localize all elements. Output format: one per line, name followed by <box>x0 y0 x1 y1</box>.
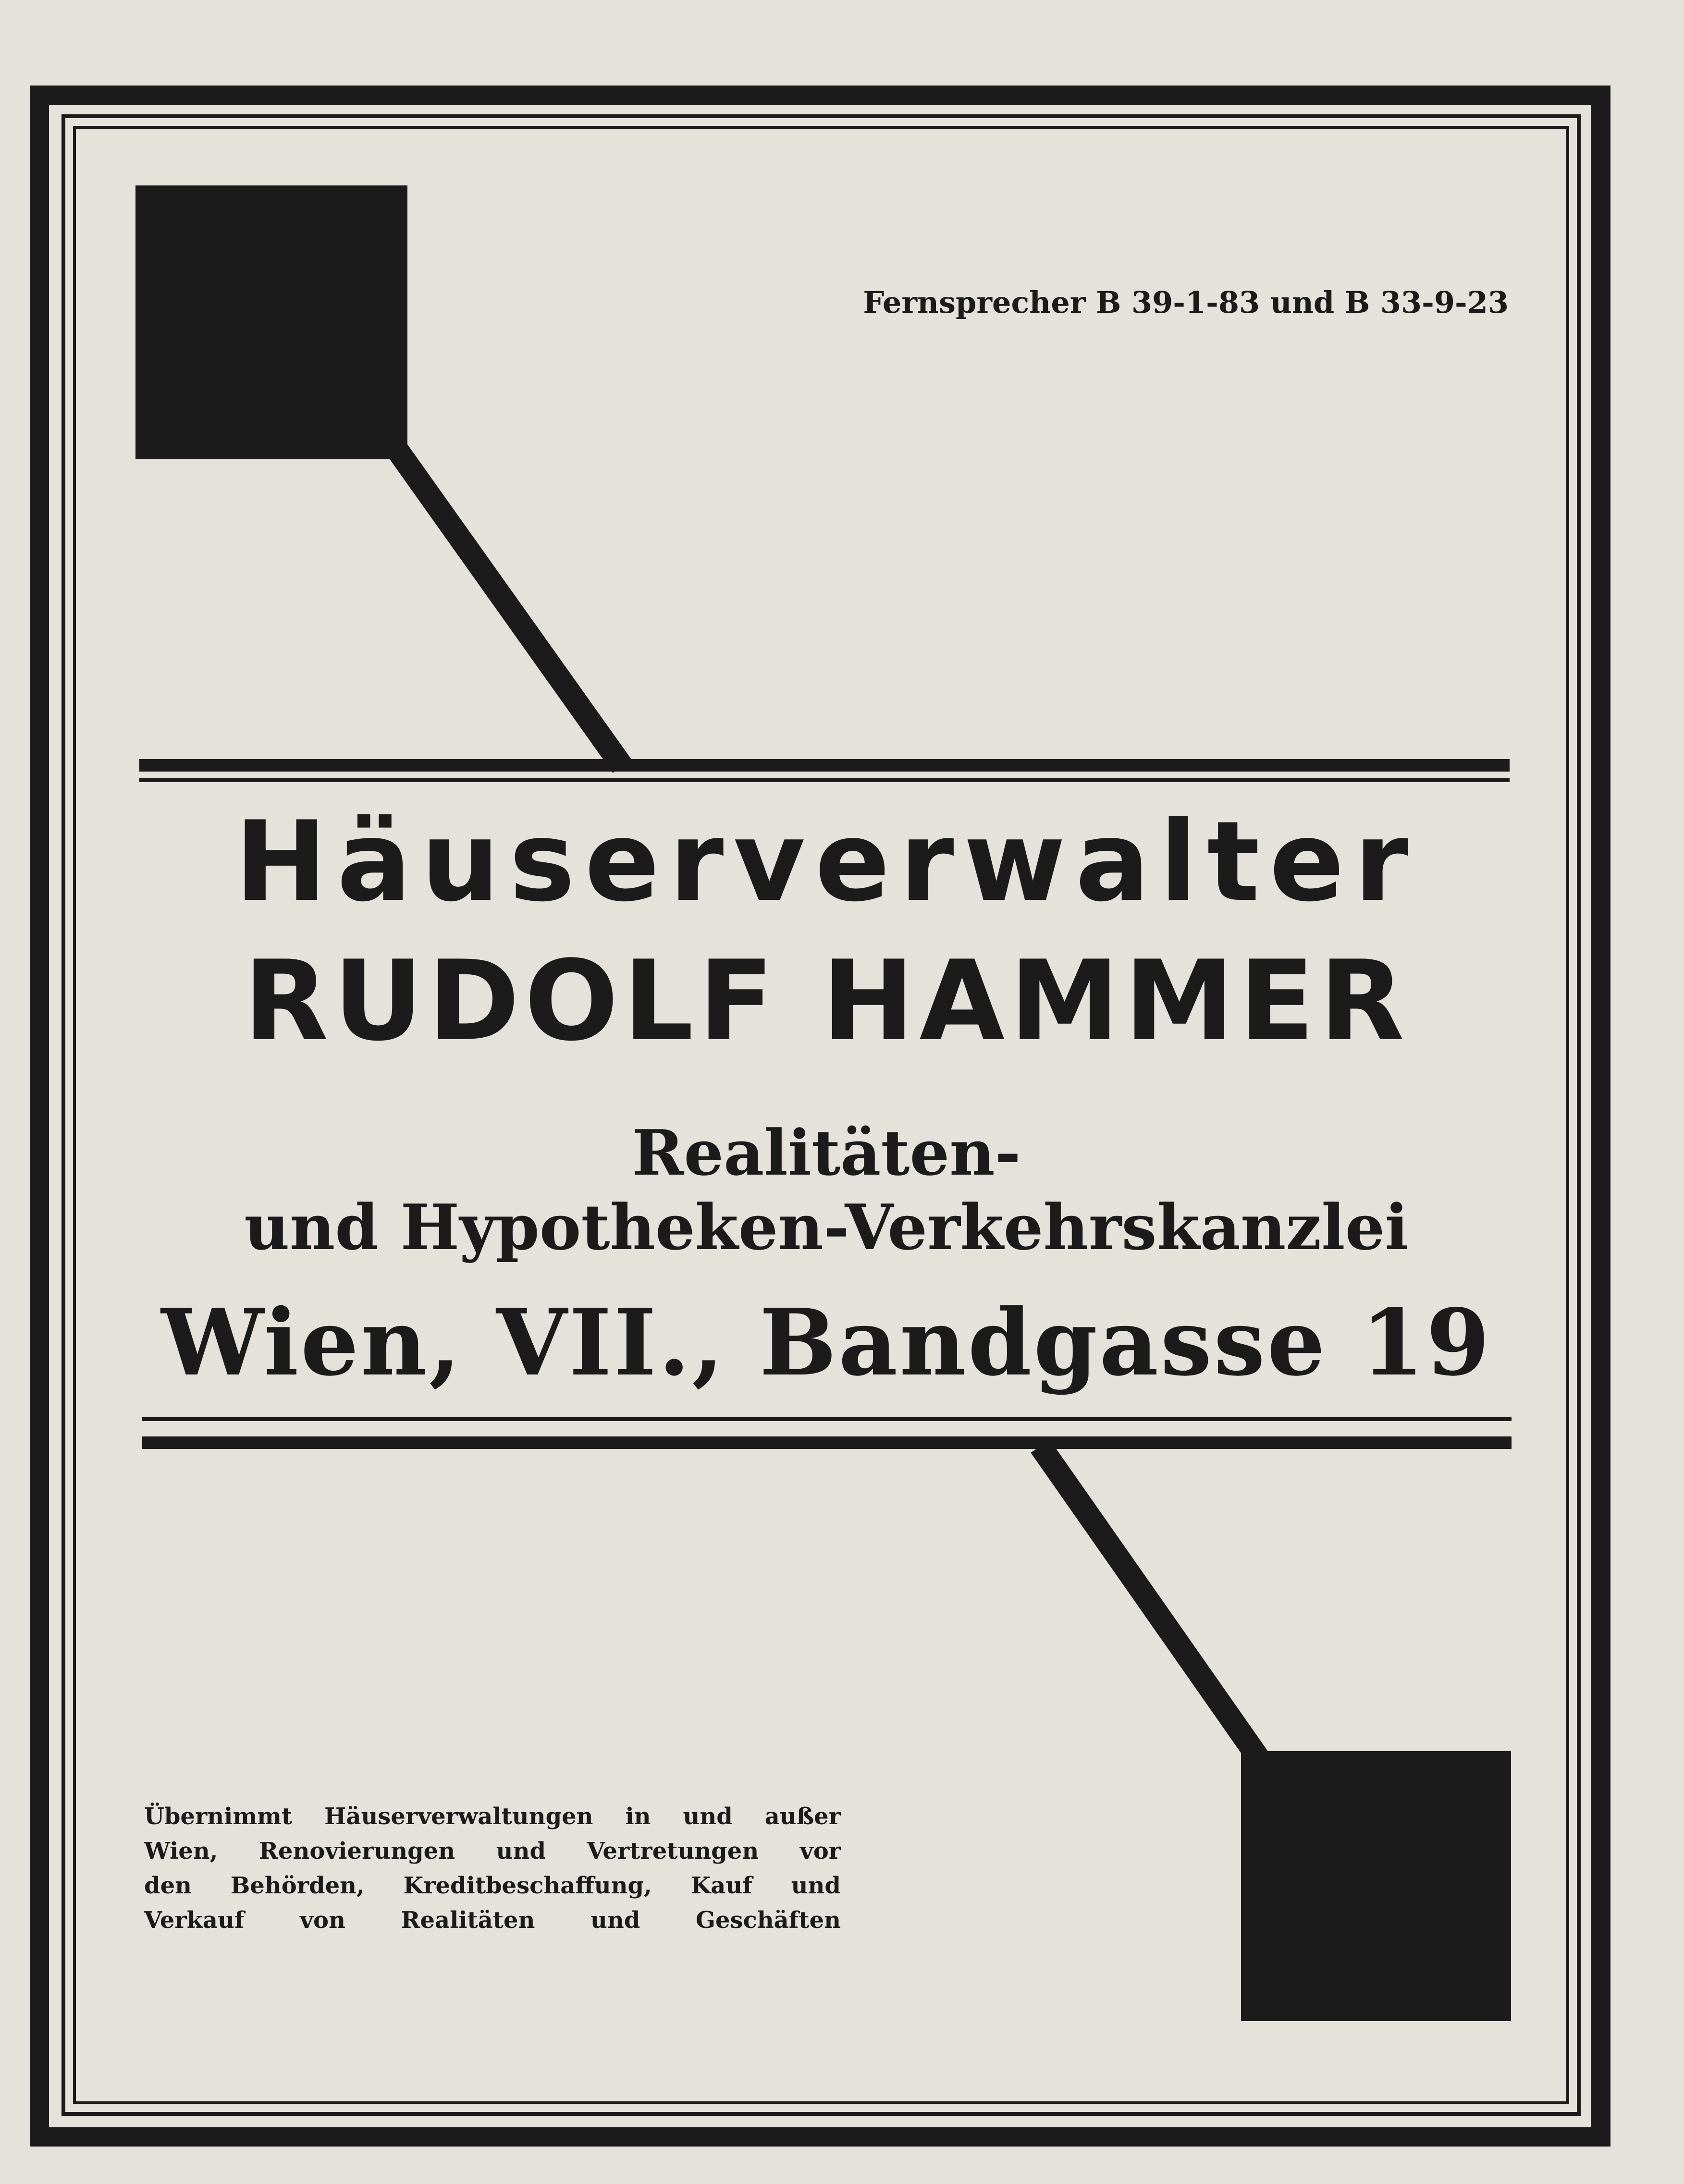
business-type-line2: und Hypotheken-Verkehrskanzlei <box>244 1190 1409 1264</box>
services-line: den Behörden, Kreditbeschaffung, Kauf und <box>144 1872 841 1899</box>
company-name: RUDOLF HAMMER <box>243 937 1410 1066</box>
top-diagonal-bar <box>392 442 622 766</box>
top-left-square <box>135 185 407 459</box>
top-rule-thick <box>139 759 1510 772</box>
services-line: Verkauf von Realitäten und Geschäften <box>144 1907 841 1934</box>
bottom-rule-thin <box>142 1417 1512 1421</box>
bottom-right-square <box>1241 1751 1511 2021</box>
business-type-line1: Realitäten- <box>632 1116 1021 1190</box>
phone-numbers: Fernsprecher B 39-1-83 und B 33-9-23 <box>863 285 1509 320</box>
address: Wien, VII., Bandgasse 19 <box>161 1289 1492 1396</box>
top-rule-thin <box>139 778 1510 782</box>
bottom-rule-thick <box>142 1436 1512 1449</box>
services-line: Wien, Renovierungen und Vertretungen vor <box>144 1838 841 1865</box>
bottom-diagonal-bar <box>1040 1446 1259 1758</box>
services-line: Übernimmt Häuserverwaltungen in und außer <box>144 1803 841 1830</box>
services-description <box>144 1799 841 1938</box>
profession-title: Häuserverwalter <box>234 798 1418 926</box>
